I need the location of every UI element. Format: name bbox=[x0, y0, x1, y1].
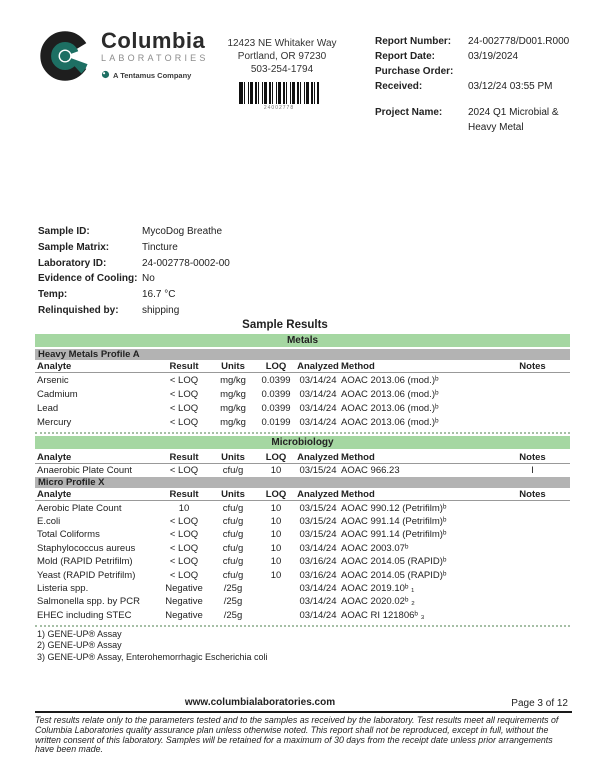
cell-method: AOAC 2013.06 (mod.)ᵇ bbox=[341, 416, 439, 428]
table-row-ehec bbox=[35, 609, 570, 622]
laboratory-id-row bbox=[38, 256, 230, 272]
cell-units: /25g bbox=[223, 582, 243, 594]
cell-method: AOAC 991.14 (Petrifilm)ᵇ bbox=[341, 529, 447, 541]
cell-result: Negative bbox=[165, 609, 203, 621]
cell-analyte: Mold (RAPID Petrifilm) bbox=[37, 556, 133, 568]
table-row-mold bbox=[35, 555, 570, 568]
report-date-row bbox=[375, 49, 571, 64]
table-row-yeast bbox=[35, 568, 570, 581]
cell-loq: 10 bbox=[270, 529, 282, 541]
table-row-listeria bbox=[35, 582, 570, 595]
cell-method: AOAC 991.14 (Petrifilm)ᵇ bbox=[341, 515, 447, 527]
logo-text bbox=[101, 28, 209, 84]
purchase-order-row bbox=[375, 64, 571, 79]
page-number: Page 3 of 12 bbox=[511, 698, 568, 709]
cell-analyzed: 03/14/24 bbox=[299, 596, 337, 608]
col-loq: LOQ bbox=[265, 451, 287, 463]
cell-analyte: EHEC including STEC bbox=[37, 609, 132, 621]
temp-value: 16.7 °C bbox=[142, 289, 176, 301]
sample-info bbox=[38, 224, 230, 319]
col-result: Result bbox=[169, 488, 199, 500]
cell-loq: 10 bbox=[270, 542, 282, 554]
cell-units: /25g bbox=[223, 609, 243, 621]
table-row-salmonella bbox=[35, 595, 570, 608]
cell-result: < LOQ bbox=[169, 529, 199, 541]
received-label: Received: bbox=[375, 81, 423, 92]
col-notes: Notes bbox=[519, 360, 546, 372]
received-value: 03/12/24 03:55 PM bbox=[468, 81, 553, 92]
cell-analyte: Arsenic bbox=[37, 374, 69, 386]
footnotes-block bbox=[35, 629, 570, 664]
sample-results-section bbox=[35, 319, 570, 663]
col-method: Method bbox=[341, 360, 375, 372]
cell-loq: 0.0399 bbox=[261, 388, 291, 400]
cell-method: AOAC 2014.05 (RAPID)ᵇ bbox=[341, 569, 447, 581]
cell-analyte: Cadmium bbox=[37, 388, 78, 400]
brand-name: Columbia bbox=[101, 28, 206, 53]
sample-matrix-row bbox=[38, 240, 230, 256]
purchase-order-value bbox=[468, 64, 571, 79]
sample-id-label: Sample ID: bbox=[38, 226, 90, 237]
laboratory-id-value: 24-002778-0002-00 bbox=[142, 257, 230, 269]
col-loq: LOQ bbox=[265, 488, 287, 500]
cell-analyzed: 03/14/24 bbox=[299, 388, 337, 400]
sample-id-value: MycoDog Breathe bbox=[142, 226, 223, 237]
cell-analyte: Total Coliforms bbox=[37, 529, 100, 541]
cell-loq: 0.0399 bbox=[261, 402, 291, 414]
cell-loq: 10 bbox=[270, 465, 282, 477]
heavy-metals-profile-bar: Heavy Metals Profile A bbox=[35, 349, 570, 360]
relinquished-by-value: shipping bbox=[142, 304, 180, 316]
lab-address bbox=[213, 37, 351, 76]
cell-notes: I bbox=[531, 465, 534, 477]
header-logo-block bbox=[38, 28, 209, 89]
col-analyte: Analyte bbox=[37, 488, 72, 500]
col-analyzed: Analyzed bbox=[297, 360, 339, 372]
project-name-value: 2024 Q1 Microbial & Heavy Metal bbox=[468, 107, 559, 133]
footnote-2: 2) GENE-UP® Assay bbox=[37, 640, 122, 651]
relinquished-by-row bbox=[38, 303, 230, 319]
cell-analyte: E.coli bbox=[37, 515, 61, 527]
columbia-logo-icon bbox=[38, 28, 94, 89]
cell-method: AOAC 2013.06 (mod.)ᵇ bbox=[341, 402, 439, 414]
col-units: Units bbox=[221, 360, 245, 372]
results-title: Sample Results bbox=[242, 319, 328, 331]
report-date-value: 03/19/2024 bbox=[468, 51, 519, 62]
cell-loq: 10 bbox=[270, 569, 282, 581]
col-units: Units bbox=[221, 451, 245, 463]
cell-result: < LOQ bbox=[169, 402, 199, 414]
table-row-cadmium bbox=[35, 387, 570, 401]
footer-website: www.columbialaboratories.com bbox=[184, 697, 336, 708]
evidence-of-cooling-value: No bbox=[142, 273, 155, 285]
col-analyzed: Analyzed bbox=[297, 451, 339, 463]
cell-analyzed: 03/15/24 bbox=[299, 502, 337, 514]
relinquished-by-label: Relinquished by: bbox=[38, 304, 119, 316]
col-loq: LOQ bbox=[265, 360, 287, 372]
cell-result: < LOQ bbox=[169, 465, 199, 477]
table-row-mercury bbox=[35, 415, 570, 429]
footer-disclaimer: Test results relate only to the parameters tested and to the samples as received by the laboratory. Test results meet all requirements of Columbia Laboratories quality assurance plan unless otherwise noted. This report shall not be reproduced, except in full, without the written consent of this laboratory. Samples will be retained for a maximum of 30 days from the receipt date unless prior arrangements have been made. bbox=[35, 715, 559, 755]
cell-units: cfu/g bbox=[222, 502, 244, 514]
project-name-row bbox=[375, 105, 571, 135]
cell-units: cfu/g bbox=[222, 465, 244, 477]
cell-units: mg/kg bbox=[220, 374, 246, 386]
table-row-ecoli bbox=[35, 515, 570, 528]
cell-result: < LOQ bbox=[169, 542, 199, 554]
cell-loq: 0.0399 bbox=[261, 374, 291, 386]
sample-matrix-label: Sample Matrix: bbox=[38, 241, 110, 253]
sample-matrix-value: Tincture bbox=[142, 241, 178, 253]
cell-analyte: Mercury bbox=[37, 416, 72, 428]
col-method: Method bbox=[341, 451, 375, 463]
cell-method: AOAC 990.12 (Petrifilm)ᵇ bbox=[341, 502, 447, 514]
cell-analyte: Aerobic Plate Count bbox=[37, 502, 122, 514]
purchase-order-label: Purchase Order: bbox=[375, 66, 454, 77]
section-separator bbox=[35, 625, 570, 627]
cell-units: mg/kg bbox=[220, 416, 246, 428]
report-info bbox=[375, 34, 571, 135]
cell-result: 10 bbox=[178, 502, 190, 514]
evidence-of-cooling-label: Evidence of Cooling: bbox=[38, 273, 138, 285]
cell-result: < LOQ bbox=[169, 374, 199, 386]
cell-analyzed: 03/14/24 bbox=[299, 402, 337, 414]
col-units: Units bbox=[221, 488, 245, 500]
cell-loq: 10 bbox=[270, 502, 282, 514]
tentamus-icon bbox=[101, 66, 110, 84]
col-analyte: Analyte bbox=[37, 360, 72, 372]
col-notes: Notes bbox=[519, 488, 546, 500]
metals-band: Metals bbox=[35, 334, 570, 347]
cell-analyzed: 03/15/24 bbox=[299, 529, 337, 541]
address-line2: Portland, OR 97230 bbox=[237, 51, 327, 62]
footnote-3: 3) GENE-UP® Assay, Enterohemorrhagic Escherichia coli bbox=[37, 651, 268, 662]
col-result: Result bbox=[169, 451, 199, 463]
cell-result: < LOQ bbox=[169, 388, 199, 400]
brand-subtitle: LABORATORIES bbox=[101, 53, 209, 63]
footer-divider bbox=[35, 711, 572, 713]
cell-units: cfu/g bbox=[222, 569, 244, 581]
cell-analyzed: 03/14/24 bbox=[299, 609, 337, 621]
report-date-label: Report Date: bbox=[375, 51, 436, 62]
col-notes: Notes bbox=[519, 451, 546, 463]
cell-analyte: Salmonella spp. by PCR bbox=[37, 596, 140, 608]
cell-units: cfu/g bbox=[222, 556, 244, 568]
cell-analyzed: 03/16/24 bbox=[299, 569, 337, 581]
barcode-label: 24002778 bbox=[263, 105, 295, 111]
cell-analyzed: 03/14/24 bbox=[299, 416, 337, 428]
table-row-staphylococcus-aureus bbox=[35, 542, 570, 555]
cell-method: AOAC 2014.05 (RAPID)ᵇ bbox=[341, 556, 447, 568]
cell-analyzed: 03/15/24 bbox=[299, 465, 337, 477]
cell-units: cfu/g bbox=[222, 529, 244, 541]
metals-header-row bbox=[35, 360, 570, 373]
table-row-lead bbox=[35, 401, 570, 415]
temp-row bbox=[38, 287, 230, 303]
col-method: Method bbox=[341, 488, 375, 500]
received-row bbox=[375, 79, 571, 94]
col-analyzed: Analyzed bbox=[297, 488, 339, 500]
cell-result: Negative bbox=[165, 582, 203, 594]
table-row-total-coliforms bbox=[35, 528, 570, 541]
cell-units: mg/kg bbox=[220, 388, 246, 400]
cell-analyzed: 03/14/24 bbox=[299, 542, 337, 554]
microbiology-header-row bbox=[35, 451, 570, 464]
cell-method: AOAC 2013.06 (mod.)ᵇ bbox=[341, 388, 439, 400]
cell-result: < LOQ bbox=[169, 515, 199, 527]
cell-method: AOAC 966.23 bbox=[341, 465, 400, 477]
cell-method: AOAC 2019.10ᵇ ₁ bbox=[341, 582, 415, 594]
address-line1: 12423 NE Whitaker Way bbox=[227, 38, 337, 49]
cell-units: mg/kg bbox=[220, 402, 246, 414]
cell-result: < LOQ bbox=[169, 416, 199, 428]
barcode-block bbox=[239, 82, 319, 111]
cell-analyzed: 03/15/24 bbox=[299, 515, 337, 527]
microbiology-band: Microbiology bbox=[35, 436, 570, 449]
laboratory-id-label: Laboratory ID: bbox=[38, 257, 107, 269]
table-row-arsenic bbox=[35, 373, 570, 387]
cell-loq: 0.0199 bbox=[261, 416, 291, 428]
cell-method: AOAC RI 121806ᵇ ₃ bbox=[341, 609, 425, 621]
micro-profile-header-row bbox=[35, 488, 570, 501]
col-analyte: Analyte bbox=[37, 451, 72, 463]
cell-units: /25g bbox=[223, 596, 243, 608]
report-number-row bbox=[375, 34, 571, 49]
report-number-label: Report Number: bbox=[375, 36, 452, 47]
address-line3: 503-254-1794 bbox=[250, 64, 314, 75]
evidence-of-cooling-row bbox=[38, 271, 230, 287]
cell-method: AOAC 2020.02ᵇ ₂ bbox=[341, 596, 415, 608]
cell-units: cfu/g bbox=[222, 515, 244, 527]
cell-analyzed: 03/16/24 bbox=[299, 556, 337, 568]
cell-result: < LOQ bbox=[169, 569, 199, 581]
cell-method: AOAC 2013.06 (mod.)ᵇ bbox=[341, 374, 439, 386]
brand-tagline bbox=[101, 66, 209, 84]
cell-analyzed: 03/14/24 bbox=[299, 582, 337, 594]
cell-analyte: Yeast (RAPID Petrifilm) bbox=[37, 569, 136, 581]
tagline-text: A Tentamus Company bbox=[113, 70, 192, 80]
sample-id-row bbox=[38, 224, 230, 240]
cell-analyzed: 03/14/24 bbox=[299, 374, 337, 386]
section-separator bbox=[35, 432, 570, 434]
cell-analyte: Lead bbox=[37, 402, 59, 414]
cell-analyte: Staphylococcus aureus bbox=[37, 542, 136, 554]
footnote-1: 1) GENE-UP® Assay bbox=[37, 628, 122, 639]
cell-result: < LOQ bbox=[169, 556, 199, 568]
cell-loq: 10 bbox=[270, 515, 282, 527]
cell-analyte: Anaerobic Plate Count bbox=[37, 465, 133, 477]
micro-profile-x-bar: Micro Profile X bbox=[35, 477, 570, 488]
table-row-anaerobic-plate-count bbox=[35, 464, 570, 477]
temp-label: Temp: bbox=[38, 289, 68, 301]
cell-method: AOAC 2003.07ᵇ bbox=[341, 542, 409, 554]
report-number-value: 24-002778/D001.R000 bbox=[468, 36, 570, 47]
cell-units: cfu/g bbox=[222, 542, 244, 554]
cell-analyte: Listeria spp. bbox=[37, 582, 89, 594]
barcode-icon bbox=[239, 82, 319, 104]
cell-result: Negative bbox=[165, 596, 203, 608]
col-result: Result bbox=[169, 360, 199, 372]
cell-loq: 10 bbox=[270, 556, 282, 568]
table-row-aerobic-plate-count bbox=[35, 501, 570, 514]
project-name-label: Project Name: bbox=[375, 107, 443, 118]
